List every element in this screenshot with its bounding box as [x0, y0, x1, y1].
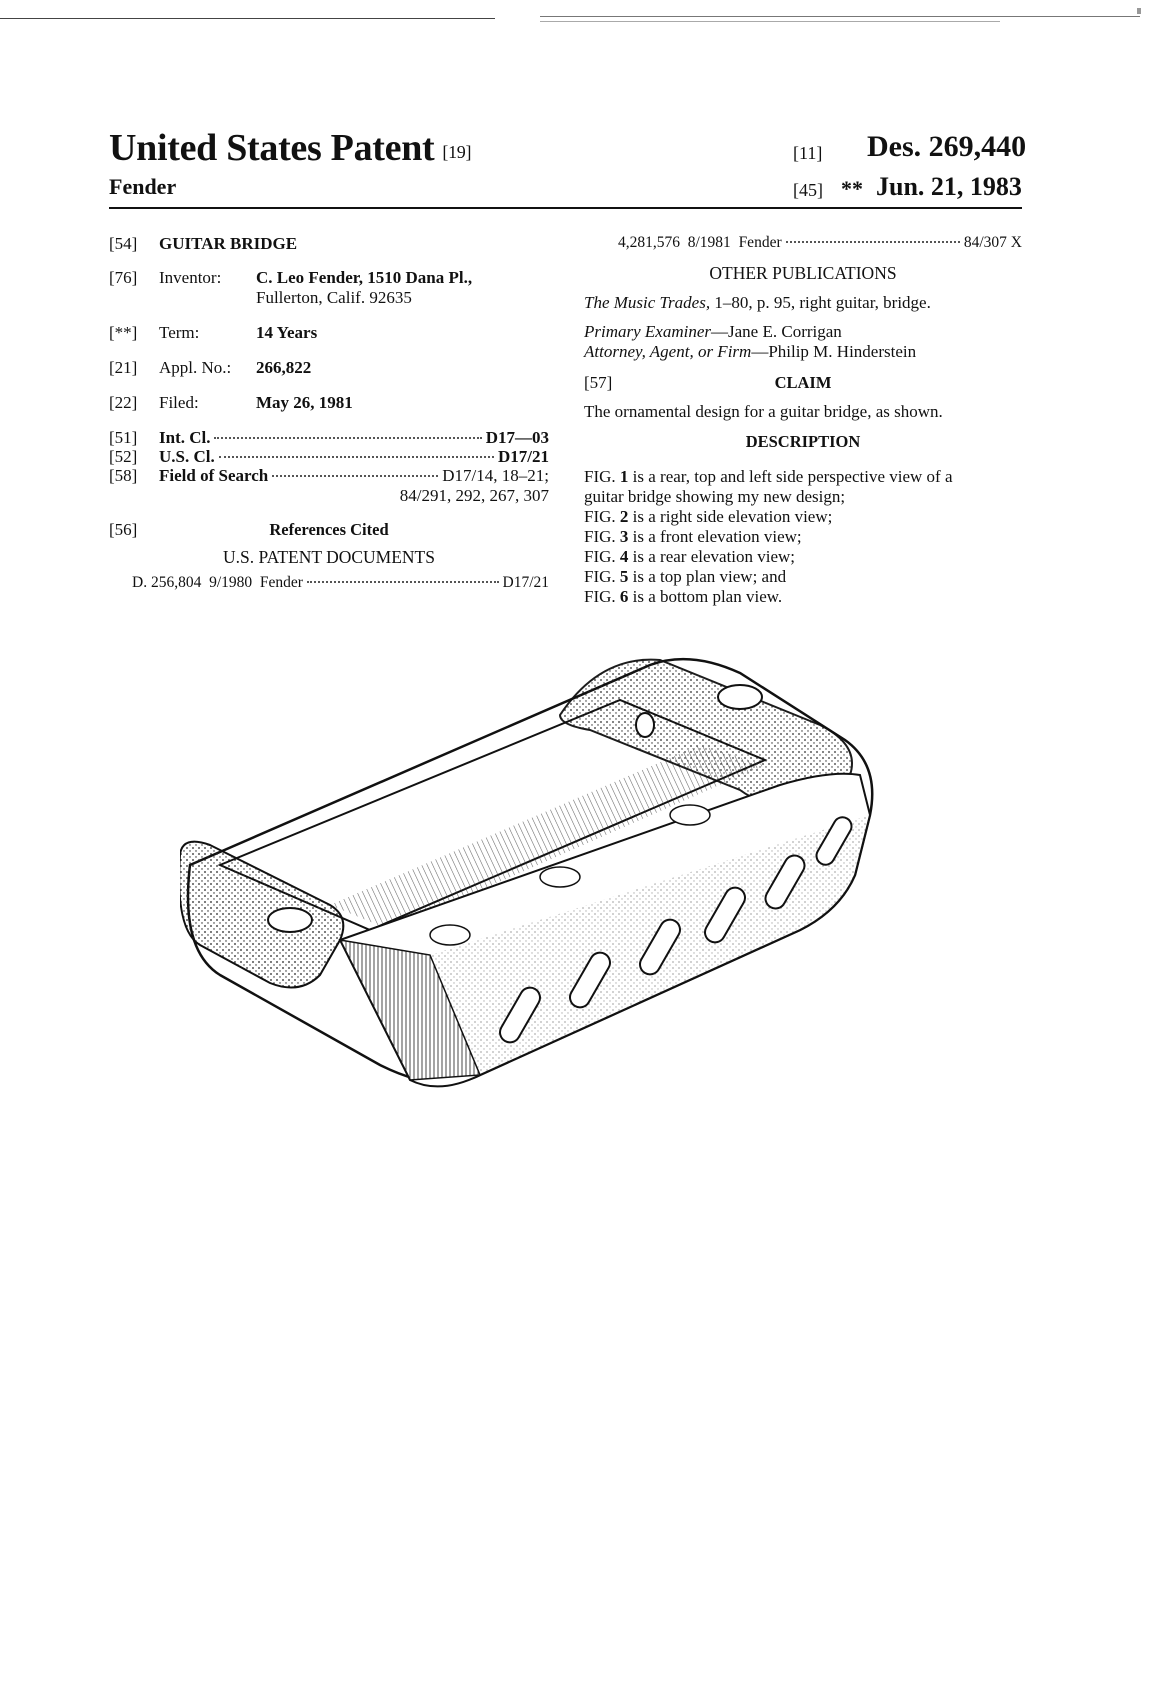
- ref-name: Fender: [738, 234, 782, 251]
- us-cl-label: U.S. Cl.: [159, 447, 215, 466]
- field-76-code: [76]: [109, 268, 138, 287]
- patent-number: Des. 269,440: [867, 130, 1027, 163]
- field-52-code: [52]: [109, 447, 138, 466]
- description-line: FIG. 2 is a right side elevation view;: [584, 507, 833, 526]
- field-21-code: [21]: [109, 358, 138, 377]
- description-line: FIG. 5 is a top plan view; and: [584, 567, 787, 586]
- field-58-code: [58]: [109, 466, 138, 485]
- inventor-line1: C. Leo Fender, 1510 Dana Pl.,: [256, 268, 473, 287]
- us-cl-row: [159, 447, 549, 467]
- ref-name: Fender: [259, 574, 303, 591]
- description-line: FIG. 6 is a bottom plan view.: [584, 587, 783, 606]
- claim-heading: CLAIM: [774, 373, 832, 392]
- ref-class: 84/307 X: [963, 234, 1022, 251]
- guitar-bridge-drawing: [180, 655, 940, 1195]
- primary-examiner: Primary Examiner—Jane E. Corrigan: [584, 322, 842, 341]
- field-search-value2: 84/291, 292, 267, 307: [399, 486, 549, 505]
- reference-row-2: [618, 234, 1022, 252]
- description-line: FIG. 4 is a rear elevation view;: [584, 547, 796, 566]
- inventor-line2: Fullerton, Calif. 92635: [256, 288, 412, 307]
- scan-rule-top-right: [540, 16, 1140, 17]
- description-list: [584, 467, 1024, 607]
- date-code: [45]: [793, 180, 823, 200]
- inventor-surname: Fender: [109, 174, 177, 199]
- ref-number: 4,281,576: [618, 234, 680, 251]
- title-code: [19]: [442, 142, 472, 162]
- ref-number: D. 256,804: [132, 574, 202, 591]
- filed-label: Filed:: [159, 393, 199, 412]
- ref-class: D17/21: [502, 574, 549, 591]
- ref-date: 8/1981: [687, 234, 731, 251]
- ref-date: 9/1980: [209, 574, 253, 591]
- appl-no-value: 266,822: [256, 358, 312, 377]
- references-heading: References Cited: [269, 520, 389, 539]
- other-publication: The Music Trades, 1–80, p. 95, right guitar, bridge.: [584, 293, 931, 312]
- field-search-label: Field of Search: [159, 466, 269, 485]
- claim-text: The ornamental design for a guitar bridge, as shown.: [584, 402, 943, 421]
- int-cl-value: D17—03: [485, 428, 549, 447]
- reference-row: [132, 574, 549, 592]
- claim-code: [57]: [584, 373, 613, 392]
- other-publications-heading: OTHER PUBLICATIONS: [709, 263, 897, 283]
- invention-title: GUITAR BRIDGE: [159, 234, 298, 253]
- term-code: [**]: [109, 323, 138, 342]
- scan-mark: [1137, 8, 1141, 14]
- int-cl-label: Int. Cl.: [159, 428, 211, 447]
- us-cl-value: D17/21: [498, 447, 549, 466]
- field-51-code: [51]: [109, 428, 138, 447]
- scan-rule-top-right-2: [540, 21, 1000, 22]
- inventor-label: Inventor:: [159, 268, 222, 287]
- field-search-row: [159, 466, 549, 486]
- patent-title: United States Patent [19]: [109, 127, 472, 169]
- filed-value: May 26, 1981: [256, 393, 353, 412]
- patent-number-code: [11]: [793, 143, 823, 163]
- appl-no-label: Appl. No.:: [159, 358, 232, 377]
- description-heading: DESCRIPTION: [745, 432, 861, 451]
- date-stars: **: [841, 176, 863, 201]
- field-22-code: [22]: [109, 393, 138, 412]
- int-cl-row: [159, 428, 549, 448]
- header-rule: [109, 207, 1022, 209]
- description-line: guitar bridge showing my new design;: [584, 487, 846, 506]
- description-line: FIG. 3 is a front elevation view;: [584, 527, 802, 546]
- term-label: Term:: [159, 323, 200, 342]
- field-56-code: [56]: [109, 520, 138, 539]
- description-line: FIG. 1 is a rear, top and left side perspective view of a: [584, 467, 953, 486]
- scan-rule-top-left: [0, 18, 495, 19]
- attorney: Attorney, Agent, or Firm—Philip M. Hinderstein: [584, 342, 917, 361]
- patent-date: Jun. 21, 1983: [876, 172, 1022, 201]
- field-search-value: D17/14, 18–21;: [442, 466, 549, 485]
- field-54-code: [54]: [109, 234, 138, 253]
- term-value: 14 Years: [256, 323, 318, 342]
- us-patent-docs-heading: U.S. PATENT DOCUMENTS: [223, 547, 435, 567]
